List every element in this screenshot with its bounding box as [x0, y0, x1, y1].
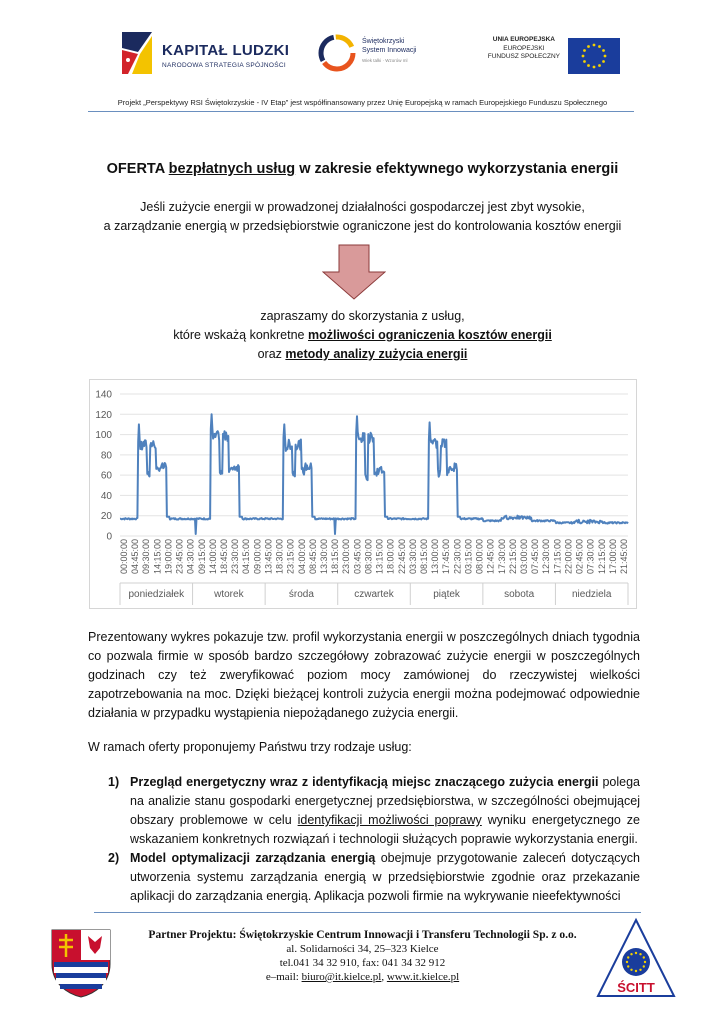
list-item-2-text: obejmuje przygotowanie zaleceń dotyczących utworzenia systemu zarządzania energią w przedsiębiorstwie zgodnie oraz przekazanie aplikacji do zarządzania energią. Aplikacja pozwoli firmie na wykrywanie nieefektywności: [130, 851, 641, 903]
y-tick-label: 80: [100, 450, 112, 462]
page-title: [0, 161, 725, 177]
scitt-star-icon: [644, 961, 646, 963]
kapital-ludzki-title: KAPITAŁ LUDZKI: [162, 42, 290, 59]
invite-line3-pre: oraz: [257, 347, 286, 361]
x-tick-label: 18:30:00: [274, 539, 285, 575]
eu-star-icon: [587, 64, 590, 67]
ssi-line1: Świętokrzyski: [362, 38, 405, 45]
scitt-star-icon: [643, 956, 645, 958]
eu-star-icon: [593, 44, 596, 47]
y-tick-label: 140: [95, 389, 112, 401]
x-tick-label: 23:00:00: [341, 539, 352, 575]
eu-star-icon: [583, 60, 586, 63]
x-tick-label: 08:00:00: [474, 539, 485, 575]
scitt-star-icon: [643, 965, 645, 967]
eu-star-icon: [602, 49, 605, 52]
scitt-star-icon: [639, 953, 641, 955]
x-tick-label: 14:00:00: [207, 539, 218, 575]
eu-line1: UNIA EUROPEJSKA: [492, 36, 555, 43]
x-tick-label: 03:30:00: [407, 539, 418, 575]
title-prefix: OFERTA: [106, 161, 169, 177]
x-tick-label: 23:30:00: [230, 539, 241, 575]
x-tick-label: 21:45:00: [619, 539, 629, 575]
y-tick-label: 40: [100, 490, 112, 502]
x-tick-label: 00:00:00: [119, 539, 129, 575]
x-tick-label: 12:30:00: [541, 539, 552, 575]
invite-line3-bold: metody analizy zużycia energii: [285, 347, 468, 361]
x-tick-label: 12:15:00: [596, 539, 607, 575]
x-tick-label: 13:15:00: [374, 539, 385, 575]
intro-line1: Jeśli zużycie energii w prowadzonej działalności gospodarczej jest zbyt wysokie,: [140, 200, 585, 214]
y-tick-label: 100: [95, 430, 112, 442]
invite-line2-bold: możliwości ograniczenia kosztów energii: [307, 328, 552, 342]
x-tick-label: 22:15:00: [507, 539, 518, 575]
x-tick-label: 09:30:00: [141, 539, 152, 575]
footer-sep: ,: [381, 971, 387, 983]
eu-star-icon: [604, 55, 607, 58]
scitt-star-icon: [635, 952, 637, 954]
list-item-1-text2: wyniku energetycznego ze wskazaniem konkretnych rozwiązań i technologii służących poprawie wykorzystania energii.: [130, 813, 641, 846]
project-line: Projekt „Perspektywy RSI Świętokrzyskie - IV Etap” jest współfinansowany przez Unię Europejską w ramach Europejskiego Funduszu Społecznego: [117, 98, 608, 107]
paragraph-services: W ramach oferty proponujemy Państwu trzy rodzaje usług:: [88, 740, 412, 754]
x-tick-label: 12:45:00: [485, 539, 496, 575]
paragraph-profile: Prezentowany wykres pokazuje tzw. profil wykorzystania energii w poszczególnych dniach tygodnia co pozwala firmie w sposób bardzo szczegółowy zobrazować zużycie energii w poszczególnych godzinach czy też zweryfikować poziom mocy zamówionej do rzeczywistej wielkości zapotrzebowania na moc. Dzięki bieżącej kontroli zużycia energii można podejmować odpowiednie działania w przypadku wystąpienia niepożądanego zużycia energii.: [88, 630, 640, 720]
day-label: poniedziałek: [128, 589, 185, 600]
y-tick-label: 0: [106, 531, 112, 543]
ssi-logo: [318, 32, 428, 76]
kapital-ludzki-subtitle: NARODOWA STRATEGIA SPÓJNOŚCI: [162, 62, 286, 69]
x-tick-label: 22:45:00: [396, 539, 407, 575]
day-label: środa: [288, 589, 314, 600]
down-arrow-icon: [322, 244, 386, 300]
eu-star-icon: [583, 49, 586, 52]
list-item-1-number: 1): [108, 775, 120, 789]
day-label: czwartek: [354, 589, 394, 600]
x-tick-label: 08:30:00: [363, 539, 374, 575]
x-tick-label: 22:30:00: [452, 539, 463, 575]
header-divider: [88, 111, 634, 112]
invite-line3: [0, 347, 725, 361]
y-tick-label: 120: [95, 409, 112, 421]
list-item-2-number: 2): [108, 851, 120, 865]
scitt-star-icon: [635, 970, 637, 972]
x-tick-label: 09:00:00: [252, 539, 263, 575]
kapital-ludzki-flag-icon: [118, 28, 156, 78]
ssi-line3: Wiek talki · Wzorów ml: [362, 58, 408, 63]
eu-line2: EUROPEJSKI: [503, 44, 545, 52]
x-tick-label: 04:30:00: [185, 539, 196, 575]
eu-star-icon: [598, 45, 601, 48]
x-tick-label: 07:45:00: [530, 539, 541, 575]
scitt-star-icon: [627, 965, 629, 967]
x-tick-label: 03:00:00: [519, 539, 529, 575]
y-tick-label: 60: [100, 470, 112, 482]
footer-partner: Partner Projektu: Świętokrzyskie Centrum Innowacji i Transferu Technologii Sp. z o.o.: [148, 929, 577, 941]
intro-line2: a zarządzanie energią w przedsiębiorstwie ograniczone jest do kontrolowania kosztów energii: [103, 219, 622, 233]
footer-phone: tel.041 34 32 910, fax: 041 34 32 912: [279, 957, 446, 969]
day-label: wtorek: [214, 589, 244, 600]
eu-star-icon: [582, 55, 585, 58]
eu-star-icon: [598, 64, 601, 67]
list-item-1-underline: identyfikacji możliwości poprawy: [297, 813, 482, 827]
email-link[interactable]: biuro@it.kielce.pl: [301, 971, 382, 983]
x-tick-label: 18:15:00: [330, 539, 341, 575]
scitt-star-icon: [627, 956, 629, 958]
x-tick-label: 03:15:00: [463, 539, 474, 575]
x-tick-label: 22:00:00: [563, 539, 574, 575]
invite-line1: zapraszamy do skorzystania z usług,: [260, 309, 465, 323]
eu-star-icon: [593, 66, 596, 69]
x-tick-label: 13:45:00: [263, 539, 274, 575]
ssi-circle-icon: [318, 34, 356, 72]
scitt-star-icon: [630, 953, 632, 955]
footer-email-label: e–mail:: [265, 971, 302, 983]
x-tick-label: 13:30:00: [319, 539, 329, 575]
title-underlined: bezpłatnych usług: [168, 161, 296, 177]
footer-divider: [94, 912, 641, 913]
eu-star-icon: [602, 60, 605, 63]
day-label: piątek: [433, 589, 460, 600]
x-tick-label: 17:15:00: [552, 539, 563, 575]
list-item-2-bold: Model optymalizacji zarządzania energią: [130, 851, 376, 865]
x-tick-label: 14:15:00: [152, 539, 163, 575]
title-suffix: w zakresie efektywnego wykorzystania energii: [295, 161, 619, 177]
x-tick-label: 04:15:00: [241, 539, 252, 575]
ssi-line2: System Innowacji: [362, 47, 417, 54]
eu-logo: [484, 36, 624, 78]
energy-chart-svg: [90, 380, 636, 608]
x-tick-label: 19:00:00: [163, 539, 174, 575]
x-tick-label: 04:00:00: [296, 539, 307, 575]
x-tick-label: 09:15:00: [196, 539, 207, 575]
x-tick-label: 08:15:00: [419, 539, 429, 575]
eu-star-icon: [587, 45, 590, 48]
energy-chart: [89, 379, 637, 609]
list-item-2: [88, 849, 640, 906]
scitt-star-icon: [626, 961, 628, 963]
x-tick-label: 02:45:00: [574, 539, 585, 575]
scitt-label: ŚCITT: [617, 980, 655, 995]
x-tick-label: 17:45:00: [441, 539, 452, 575]
y-tick-label: 20: [100, 511, 112, 523]
scitt-star-icon: [639, 969, 641, 971]
x-tick-label: 17:00:00: [607, 539, 618, 575]
kapital-ludzki-logo: [118, 28, 288, 84]
website-link[interactable]: www.it.kielce.pl: [386, 971, 460, 983]
x-tick-label: 08:45:00: [307, 539, 318, 575]
eu-line3: FUNDUSZ SPOŁECZNY: [487, 53, 560, 60]
day-label: sobota: [504, 589, 535, 600]
invite-line2: [0, 328, 725, 342]
list-item-1-bold: Przegląd energetyczny wraz z identyfikacją miejsc znaczącego zużycia energii: [130, 775, 599, 789]
day-label: niedziela: [571, 589, 612, 600]
eu-flag-icon: [568, 38, 620, 74]
scitt-logo-icon: [596, 916, 676, 998]
x-tick-label: 23:15:00: [285, 539, 296, 575]
x-tick-label: 03:45:00: [352, 539, 363, 575]
x-tick-label: 23:45:00: [174, 539, 185, 575]
x-tick-label: 17:30:00: [496, 539, 507, 575]
invite-line2-pre: które wskażą konkretne: [173, 328, 308, 342]
x-tick-label: 04:45:00: [130, 539, 141, 575]
x-tick-label: 18:00:00: [385, 539, 396, 575]
x-tick-label: 18:45:00: [219, 539, 229, 575]
eu-text: [488, 36, 560, 62]
x-tick-label: 13:00:00: [430, 539, 441, 575]
footer-address: al. Solidarności 34, 25–323 Kielce: [286, 943, 439, 955]
scitt-star-icon: [630, 969, 632, 971]
list-item-1-text1: polega na analizie stanu gospodarki energetycznej przedsiębiorstwa, w szczególności obejmującej obszary problemowe w celu: [130, 775, 640, 827]
list-item-1: [88, 773, 640, 849]
x-tick-label: 07:30:00: [585, 539, 596, 575]
